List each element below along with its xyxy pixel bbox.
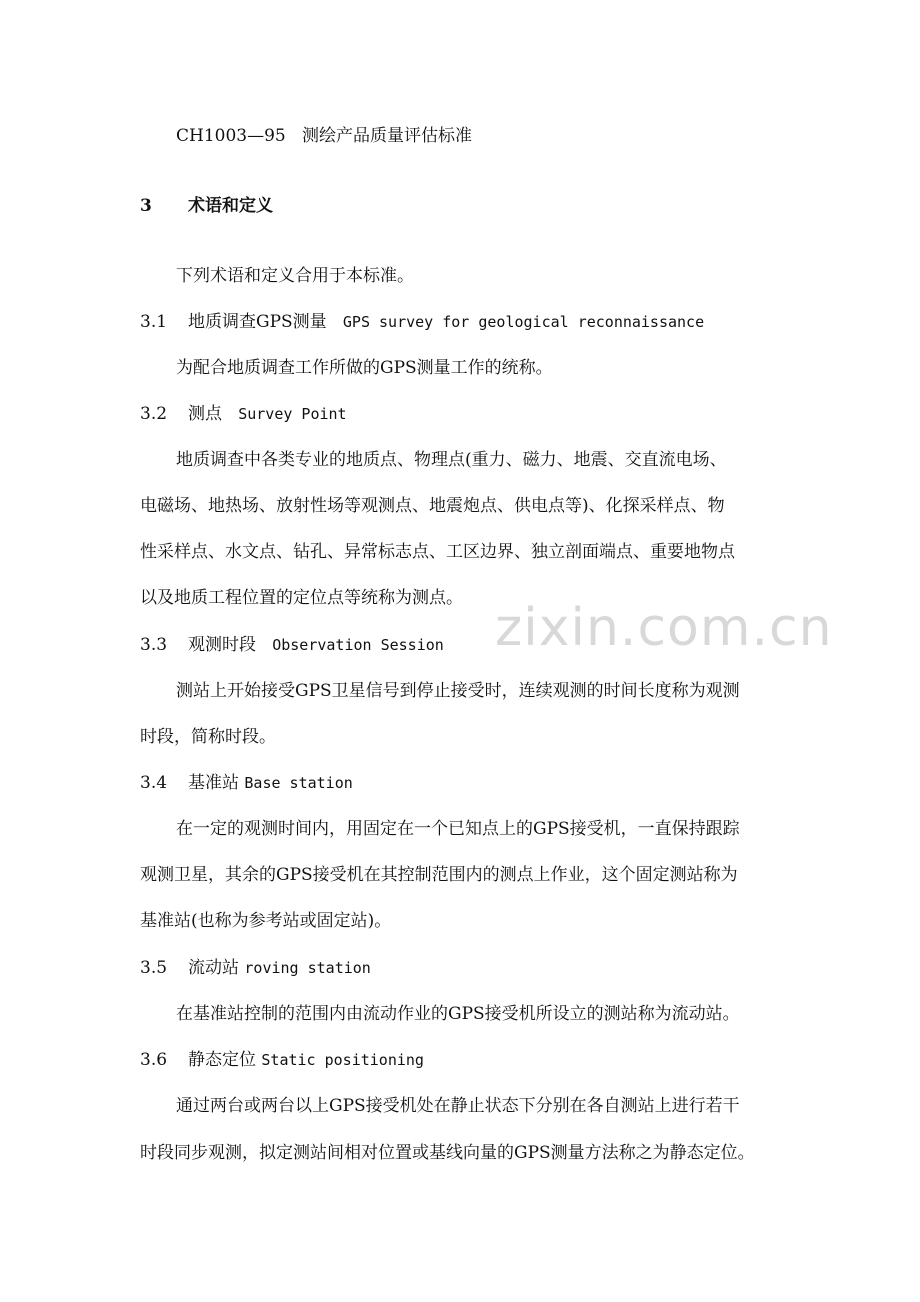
term-body-line: 在基准站控制的范围内由流动作业的GPS接受机所设立的测站称为流动站。 [176,1004,740,1024]
reference-title: 测绘产品质量评估标准 [301,126,472,146]
term-en: GPS survey for geological reconnaissance [342,313,705,331]
term-number: 3.2 [140,404,168,424]
term-body-line: 电磁场、地热场、放射性场等观测点、地震炮点、供电点等)、化探采样点、物 [140,496,725,516]
term-heading [140,310,704,334]
section-title: 术语和定义 [188,196,273,216]
term-cn: 基准站 [188,773,239,793]
term-en: Base station [244,774,353,792]
term-body-line: 性采样点、水文点、钻孔、异常标志点、工区边界、独立剖面端点、重要地物点 [140,542,735,562]
term-body-line: 为配合地质调查工作所做的GPS测量工作的统称。 [176,358,553,378]
term-heading [140,1048,424,1072]
term-body-line: 通过两台或两台以上GPS接受机处在静止状态下分别在各自测站上进行若干 [176,1096,740,1116]
term-body-line: 基准站(也称为参考站或固定站)。 [140,911,392,931]
term-cn: 流动站 [188,958,239,978]
term-body-line: 时段同步观测，拟定测站间相对位置或基线向量的GPS测量方法称之为静态定位。 [140,1143,755,1163]
term-heading [140,633,444,657]
term-number: 3.4 [140,773,168,793]
term-en: Survey Point [238,405,347,423]
term-body-line: 在一定的观测时间内，用固定在一个已知点上的GPS接受机，一直保持跟踪 [176,819,740,839]
intro-text: 下列术语和定义合用于本标准。 [176,266,414,286]
term-number: 3.3 [140,635,168,655]
term-body-line: 地质调查中各类专业的地质点、物理点(重力、磁力、地震、交直流电场、 [176,450,727,470]
reference-code: CH1003—95 [176,126,286,146]
watermark: zixin.com.cn [495,598,833,658]
term-number: 3.5 [140,958,168,978]
term-cn: 地质调查GPS测量 [188,312,327,332]
term-cn: 静态定位 [188,1050,256,1070]
section-heading [140,194,273,218]
term-heading [140,402,347,426]
term-cn: 测点 [188,404,222,424]
term-en: roving station [244,959,371,977]
term-body-line: 时段，简称时段。 [140,727,276,747]
term-heading [140,771,353,795]
section-number: 3 [140,196,152,216]
term-number: 3.6 [140,1050,168,1070]
term-en: Static positioning [261,1051,424,1069]
term-heading [140,956,371,980]
term-body-line: 观测卫星，其余的GPS接受机在其控制范围内的测点上作业，这个固定测站称为 [140,865,738,885]
reference-line [176,124,472,148]
term-cn: 观测时段 [188,635,256,655]
term-en: Observation Session [272,636,444,654]
term-number: 3.1 [140,312,168,332]
term-body-line: 测站上开始接受GPS卫星信号到停止接受时，连续观测的时间长度称为观测 [176,681,740,701]
term-body-line: 以及地质工程位置的定位点等统称为测点。 [140,588,463,608]
